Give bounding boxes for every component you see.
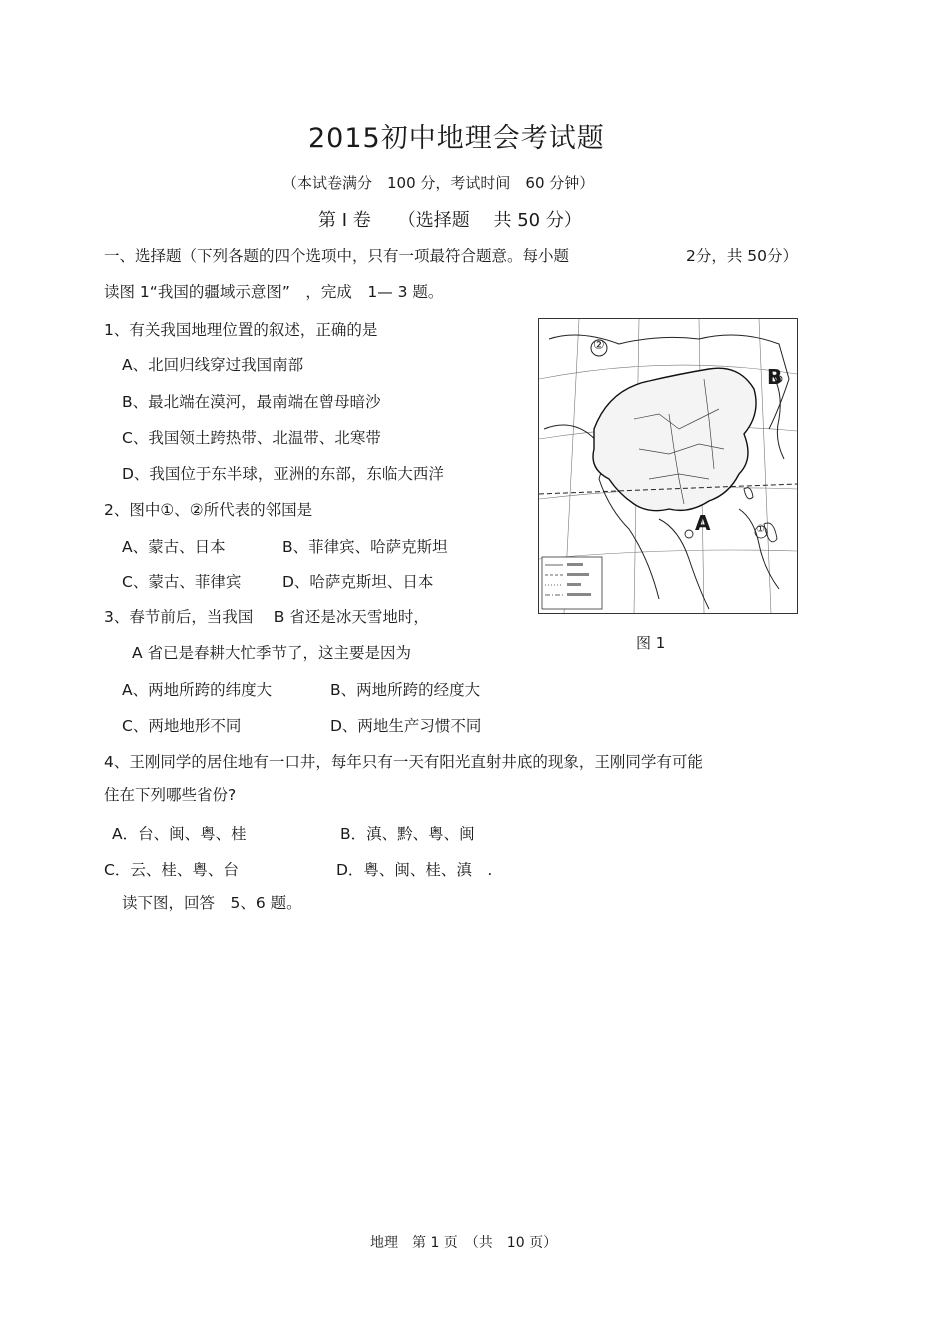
question-3-stem: 3、春节前后，当我国 B 省还是冰天雪地时， [104, 608, 429, 626]
question-1-option-c: C、我国领土跨热带、北温带、北寒带 [122, 429, 381, 447]
map-label-a: A [695, 511, 711, 535]
question-4-option-c: C．云、桂、粤、台 [104, 861, 239, 879]
question-3-option-a: A、两地所跨的纬度大 [122, 681, 273, 699]
question-4-option-b: B．滇、黔、粤、闽 [340, 825, 475, 843]
map-drawing [539, 319, 797, 613]
volume-heading: 第 I 卷 （选择题 共 50 分） [318, 210, 582, 231]
question-4-stem-cont: 住在下列哪些省份? [104, 786, 237, 804]
question-3-option-b: B、两地所跨的经度大 [330, 681, 481, 699]
map-marker-2: ② [593, 338, 605, 353]
question-2-stem: 2、图中①、②所代表的邻国是 [104, 501, 313, 519]
page-title: 2015初中地理会考试题 [308, 123, 605, 154]
next-prompt: 读下图，回答 5、6 题。 [122, 894, 302, 912]
section-instruction: 一、选择题（下列各题的四个选项中，只有一项最符合题意。每小题 [104, 247, 570, 265]
question-1-option-b: B、最北端在漠河，最南端在曾母暗沙 [122, 393, 381, 411]
question-2-option-a: A、蒙古、日本 [122, 538, 226, 556]
map-label-b: B [767, 365, 783, 389]
territory-map [538, 318, 798, 614]
question-4-option-d: D．粤、闽、桂、滇 . [336, 861, 493, 879]
exam-info: （本试卷满分 100 分，考试时间 60 分钟） [282, 174, 595, 192]
question-3-option-c: C、两地地形不同 [122, 717, 242, 735]
page-footer: 地理 第 1 页 （共 10 页） [370, 1235, 558, 1251]
question-4-option-a: A．台、闽、粤、桂 [112, 825, 247, 843]
question-2-option-c: C、蒙古、菲律宾 [122, 573, 242, 591]
read-prompt: 读图 1“我国的疆域示意图” ，完成 1— 3 题。 [104, 283, 444, 301]
question-2-option-d: D、哈萨克斯坦、日本 [282, 573, 434, 591]
figure-caption: 图 1 [636, 634, 666, 652]
question-1-stem: 1、有关我国地理位置的叙述，正确的是 [104, 321, 378, 339]
section-score: 2分，共 50分） [686, 247, 799, 265]
question-1-option-d: D、我国位于东半球，亚洲的东部，东临大西洋 [122, 465, 444, 483]
question-2-option-b: B、菲律宾、哈萨克斯坦 [282, 538, 448, 556]
question-4-stem: 4、王刚同学的居住地有一口井，每年只有一天有阳光直射井底的现象，王刚同学有可能 [104, 753, 703, 771]
question-3-stem-cont: A 省已是春耕大忙季节了，这主要是因为 [132, 644, 412, 662]
question-1-option-a: A、北回归线穿过我国南部 [122, 356, 304, 374]
question-3-option-d: D、两地生产习惯不同 [330, 717, 482, 735]
map-marker-1: ① [756, 524, 765, 535]
